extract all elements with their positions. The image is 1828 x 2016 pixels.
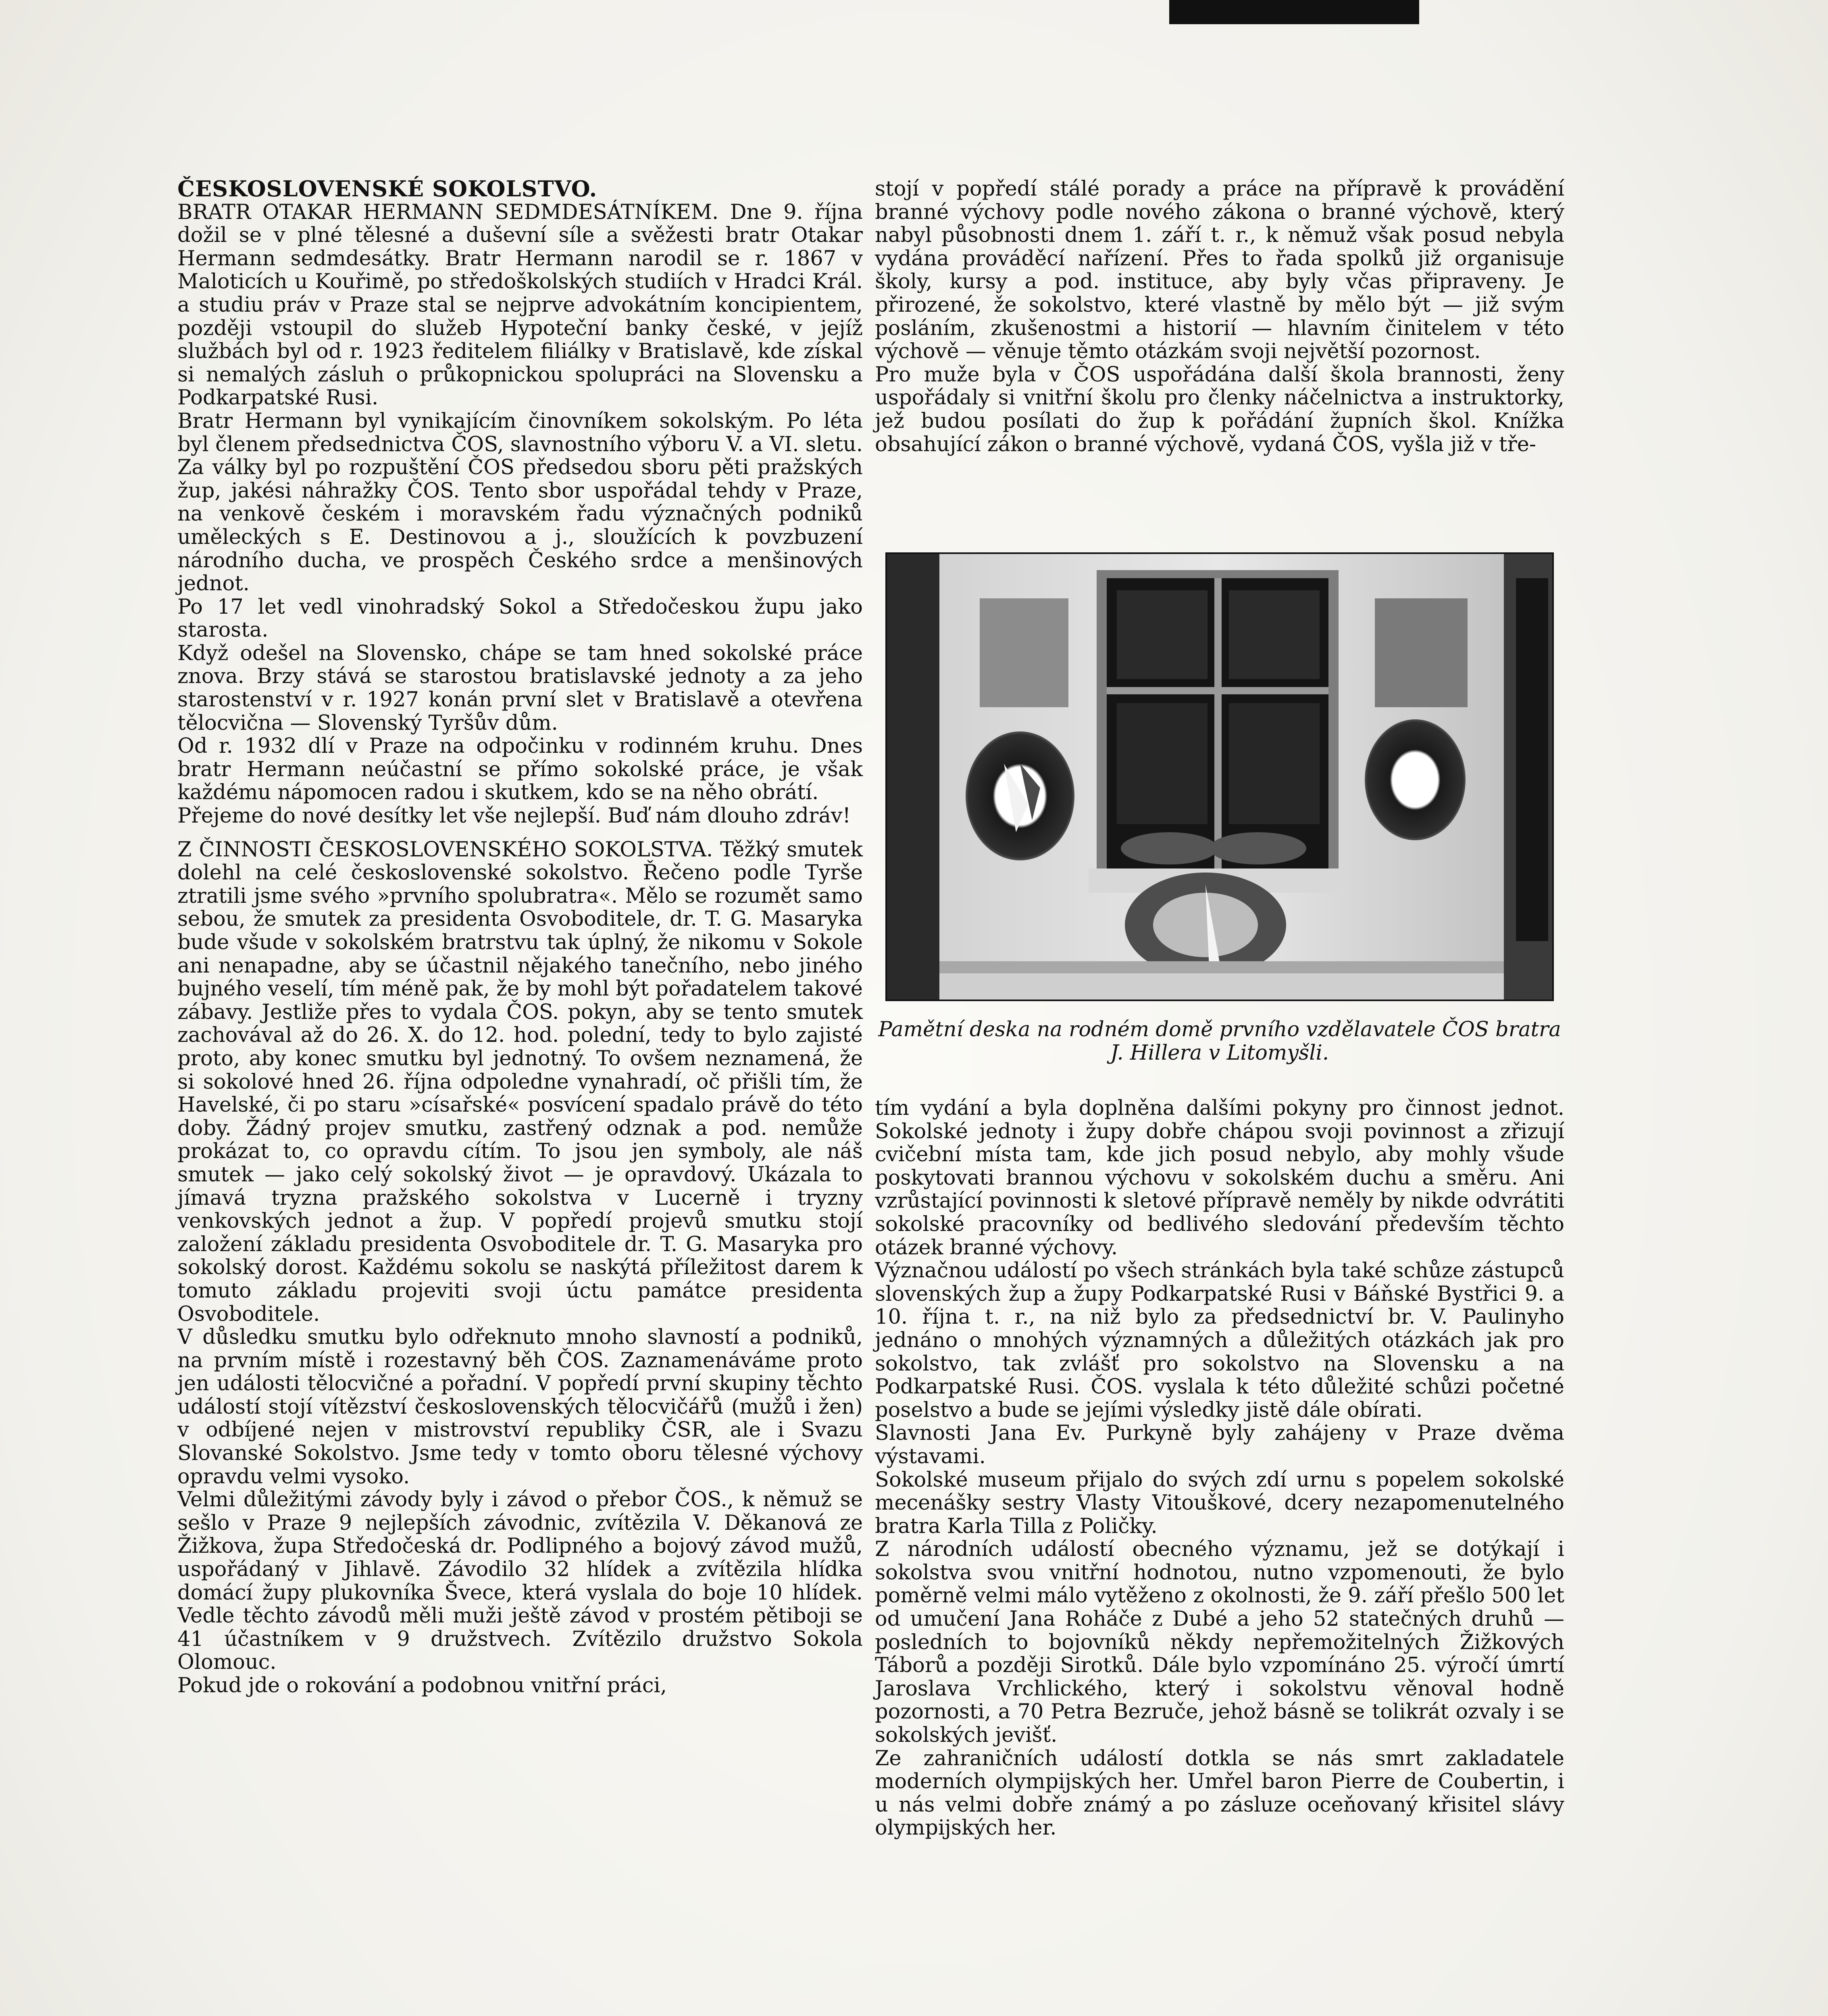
paragraph: Bratr Hermann byl vynikajícím činovníkem sokolským. Po léta byl členem předsednictva ČOS, slavnostního výboru V. a VI. sletu. Za války byl po rozpuštění ČOS předsedou sboru pěti pražských žup, jakési náhražky ČOS. Tento sbor uspořádal tehdy v Praze, na venkově českém i moravském řadu význačných podniků uměleckých s E. Destinovou a j., sloužících k povzbuzení národního ducha, ve prospěch Českého srdce a menšinových jednot. [177, 409, 863, 596]
article-cinnost: Z ČINNOSTI ČESKOSLOVENSKÉHO SOKOLSTVA. Těžký smutek dolehl na celé československé sokolstvo. Řečeno podle Tyrše ztratili jsme svého »prvního spolubratra«. Mělo se rozumět samo sebou, že smutek za presidenta Osvoboditele, dr. T. G. Masaryka bude všude v sokolském bratrstvu tak úplný, že nikomu v Sokole ani nenapadne, aby se účastnil nějakého tanečního, nebo jiného bujného veselí, tím méně pak, že by mohl být pořadatelem takové zábavy. Jestliže přes to vydala ČOS. pokyn, aby se tento smutek zachovával až do 26. X. do 12. hod. polední, tedy to bylo zajisté proto, aby konec smutku byl jednotný. To ovšem neznamená, že si sokolové hned 26. října odpoledne vynahradí, oč přišli tím, že Havelské, či po staru »císařské« posvícení spadalo právě do této doby. Žádný projev smutku, zastřený odznak a pod. nemůže prokázat to, co opravdu cítím. To jsou jen symboly, ale náš smutek — jako celý sokolský život — je opravdový. Ukázala to jímavá tryzna pražského sokolstva v Lucerně i tryzny venkovských jednot a žup. V popředí projevů smutku stojí založení základu presidenta Osvoboditele dr. T. G. Masaryka pro sokolský dorost. Každému sokolu se naskýtá příležitost darem k tomuto základu projeviti svoji úctu památce presidenta Osvoboditele. [177, 837, 863, 1326]
photo-illustration [887, 554, 1552, 1000]
paragraph: Velmi důležitými závody byly i závod o přebor ČOS., k němuž se sešlo v Praze 9 nejlepších závodnic, zvítězila V. Děkanová ze Žižkova, župa Středočeská dr. Podlipného a bojový závod mužů, uspořádaný v Jihlavě. Závodilo 32 hlídek a zvítězila hlídka domácí župy plukovníka Švece, která vyslala do boje 10 hlídek. Vedle těchto závodů měli muži ještě závod v prostém pětiboji se 41 účastníkem v 9 družstvech. Zvítězilo družstvo Sokola Olomouc. [177, 1488, 863, 1674]
paragraph: Pro muže byla v ČOS uspořádána další škola brannosti, ženy uspořádaly si vnitřní školu pro členky náčelnictva a instruktorky, jež budou posílati do žup k pořádání župních škol. Knížka obsahující zákon o branné výchově, vydaná ČOS, vyšla již v tře- [875, 362, 1564, 456]
paragraph: Přejeme do nové desítky let vše nejlepší. Buď nám dlouho zdráv! [177, 804, 851, 828]
memorial-plaque-photo [885, 552, 1554, 1001]
right-column-bottom [875, 1097, 1564, 1840]
paragraph: V důsledku smutku bylo odřeknuto mnoho slavností a podniků, na prvním místě i rozestavný běh ČOS. Zaznamenáváme proto jen události tělocvičné a pořadní. V popředí první skupiny těchto událostí stojí vítězství československých tělocvičářů (mužů i žen) v odbíjené nejen v mistrovství republiky ČSR, ale i Svazu Slovanské Sokolstvo. Jsme tedy v tomto oboru tělesné výchovy opravdu velmi vysoko. [177, 1325, 863, 1489]
paragraph: Když odešel na Slovensko, chápe se tam hned sokolské práce znova. Brzy stává se starostou bratislavské jednoty a za jeho starostenství v r. 1927 konán první slet v Bratislavě a otevřena tělocvična — Slovenský Tyršův dům. [177, 641, 863, 735]
article-hermann: BRATR OTAKAR HERMANN SEDMDESÁTNÍKEM. Dne 9. října dožil se v plné tělesné a duševní síle a svěžesti bratr Otakar Hermann sedmdesátky. Bratr Hermann narodil se r. 1867 v Maloticích u Kouřimě, po středoškolských studiích v Hradci Král. a studiu práv v Praze stal se nejprve advokátním koncipientem, později vstoupil do služeb Hypoteční banky české, v jejíž službách byl od r. 1923 ředitelem filiálky v Bratislavě, kde získal si nemalých zásluh o průkopnickou spolupráci na Slovensku a Podkarpatské Rusi. [177, 200, 863, 410]
paragraph: Sokolské museum přijalo do svých zdí urnu s popelem sokolské mecenášky sestry Vlasty Vitouškové, dcery nezapomenutelného bratra Karla Tilla z Poličky. [875, 1468, 1564, 1538]
paragraph: Ze zahraničních událostí dotkla se nás smrt zakladatele moderních olympijských her. Umřel baron Pierre de Coubertin, i u nás velmi dobře známý a po zásluze oceňovaný křisitel slávy olympijských her. [875, 1746, 1564, 1840]
paragraph: Význačnou událostí po všech stránkách byla také schůze zástupců slovenských žup a župy Podkarpatské Rusi v Báňské Bystřici 9. a 10. října t. r., na niž bylo za předsednictví br. V. Paulinyho jednáno o mnohých významných a důležitých otázkách jak pro sokolstvo, tak zvlášť pro sokolstvo na Slovensku a na Podkarpatské Rusi. ČOS. vyslala k této důležité schůzi početné poselstvo a bude se jejími výsledky jistě dále obírati. [875, 1259, 1564, 1422]
paragraph: tím vydání a byla doplněna dalšími pokyny pro činnost jednot. Sokolské jednoty i župy dobře chápou svoji povinnost a zřizují cvičební místa tam, kde jich posud nebylo, aby mohly všude poskytovati brannou výchovu v sokolském duchu a směru. Ani vzrůstající povinnosti k sletové přípravě neměly by nikde odvrátiti sokolské pracovníky od bedlivého sledování především těchto otázek branné výchovy. [875, 1096, 1564, 1260]
paragraph: Z národních událostí obecného významu, jež se dotýkají i sokolstva svou vnitřní hodnotou, nutno vzpomenouti, že bylo poměrně velmi málo vytěženo z okolnosti, že 9. září přešlo 500 let od umučení Jana Roháče z Dubé a jeho 52 statečných druhů — posledních to bojovníků někdy nepřemožitelných Žižkových Táborů a později Sirotků. Dále bylo vzpomínáno 25. výročí úmrtí Jaroslava Vrchlického, který i sokolstvu věnoval hodně pozornosti, a 70 Petra Bezruče, jehož básně se tolikrát ozvaly i se sokolských jevišť. [875, 1537, 1564, 1747]
section-title: ČESKOSLOVENSKÉ SOKOLSTVO. [177, 176, 598, 202]
paragraph: Pokud jde o rokování a podobnou vnitřní práci, [177, 1674, 667, 1697]
paragraph: stojí v popředí stálé porady a práce na přípravě k provádění branné výchovy podle nového zákona o branné výchově, který nabyl působnosti dnem 1. září t. r., k němuž však posud nebyla vydána prováděcí nařízení. Přes to řada spolků již organisuje školy, kursy a pod. instituce, aby byly včas připraveny. Je přirozené, že sokolstvo, které vlastně by mělo být — již svým posláním, zkušenostmi a historií — hlavním činitelem v této výchově — věnuje těmto otázkám svoji největší pozornost. [875, 177, 1564, 364]
paragraph: Po 17 let vedl vinohradský Sokol a Středočeskou župu jako starosta. [177, 595, 863, 642]
binding-tape [1169, 0, 1419, 24]
right-column-top [875, 177, 1564, 456]
paragraph: Od r. 1932 dlí v Praze na odpočinku v rodinném kruhu. Dnes bratr Hermann neúčastní se přímo sokolské práce, je však každému nápomocen radou i skutkem, kdo se na něho obrátí. [177, 734, 863, 805]
photo-caption: Pamětní deska na rodném domě prvního vzdělavatele ČOS bratra J. Hillera v Litomyšli. [878, 1018, 1561, 1065]
left-column [177, 177, 863, 1697]
paragraph: Slavnosti Jana Ev. Purkyně byly zahájeny v Praze dvěma výstavami. [875, 1421, 1564, 1468]
